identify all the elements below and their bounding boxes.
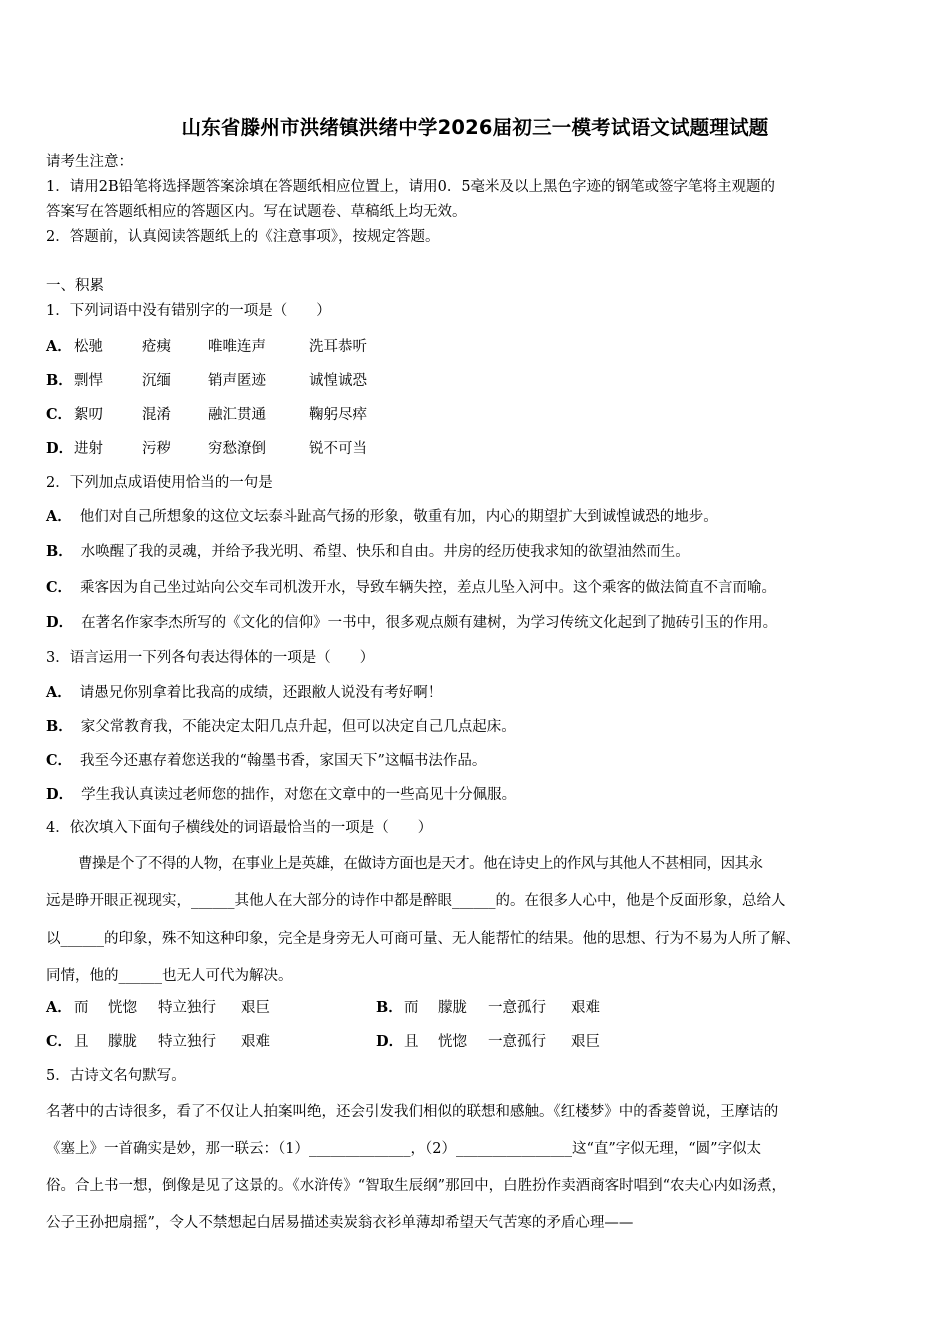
option-word: 艰难 <box>241 1034 270 1050</box>
option-word: 污秽 <box>142 441 171 457</box>
q5-passage-line: 《塞上》一首确实是妙，那一联云：（1）______________，（2）________________这“直”字似无理，“圆”字似太 <box>46 1141 762 1157</box>
option-word: 恍惚 <box>438 1034 467 1050</box>
notice-item-2: 2．答题前，认真阅读答题纸上的《注意事项》，按规定答题。 <box>46 229 440 245</box>
q4-passage-line: 以______的印象，殊不知这种印象，完全是身旁无人可商可量、无人能帮忙的结果。他的思想、行为不易为人所了解、 <box>46 931 800 947</box>
option-label: B． <box>376 999 403 1016</box>
option-text: 请愚兄你别拿着比我高的成绩，还跟敝人说没有考好啊！ <box>79 685 443 701</box>
page-title: 山东省滕州市洪绪镇洪绪中学2026届初三一模考试语文试题理试题 <box>181 116 769 139</box>
q1-option-c[interactable] <box>46 405 367 425</box>
option-word: 洗耳恭听 <box>309 339 367 355</box>
section-heading: 一、积累 <box>46 278 104 294</box>
q2-option-c[interactable] <box>46 578 776 598</box>
option-word: 鞠躬尽瘁 <box>309 407 367 423</box>
q4-option-b[interactable] <box>376 998 600 1018</box>
option-word: 诚惶诚恐 <box>309 373 367 389</box>
option-word: 混淆 <box>142 407 171 423</box>
option-word: 融汇贯通 <box>208 407 266 423</box>
option-label: D． <box>46 786 74 803</box>
option-word: 穷愁潦倒 <box>208 441 266 457</box>
option-text: 家父常教育我，不能决定太阳几点升起，但可以决定自己几点起床。 <box>80 719 516 735</box>
option-word: 特立独行 <box>158 1000 216 1016</box>
option-word: 艰巨 <box>571 1034 600 1050</box>
notice-item-1: 1．请用2B铅笔将选择题答案涂填在答题纸相应位置上，请用0．5毫米及以上黑色字迹的钢笔或签字笔将主观题的 <box>46 179 776 195</box>
option-word: 疮痍 <box>142 339 171 355</box>
q5-passage-line: 俗。合上书一想，倒像是见了这景的。《水浒传》“智取生辰纲”那回中，白胜扮作卖酒商客时唱到“农夫心内如汤煮， <box>46 1178 786 1194</box>
option-word: 沉缅 <box>142 373 171 389</box>
option-word: 锐不可当 <box>309 441 367 457</box>
option-word: 一意孤行 <box>488 1000 546 1016</box>
q5-passage-line: 名著中的古诗很多，看了不仅让人拍案叫绝，还会引发我们相似的联想和感触。《红楼梦》中的香菱曾说，王摩诘的 <box>46 1104 779 1120</box>
option-label: B． <box>46 372 73 389</box>
option-text: 在著名作家李杰所写的《文化的信仰》一书中，很多观点颇有建树，为学习传统文化起到了抛砖引玉的作用。 <box>81 615 778 631</box>
option-word: 剽悍 <box>74 373 103 389</box>
option-text: 水唤醒了我的灵魂，并给予我光明、希望、快乐和自由。井房的经历使我求知的欲望油然而生。 <box>80 544 690 560</box>
q3-option-d[interactable] <box>46 785 516 805</box>
q2-option-a[interactable] <box>46 507 718 527</box>
option-label: D． <box>376 1033 404 1050</box>
question-4-stem: 4．依次填入下面句子横线处的词语最恰当的一项是（ ） <box>46 820 433 836</box>
question-2-stem: 2．下列加点成语使用恰当的一句是 <box>46 475 273 491</box>
q4-passage-line: 远是睁开眼正视现实，______其他人在大部分的诗作中都是醉眼______的。在很多人心中，他是个反面形象，总给人 <box>46 893 786 909</box>
option-label: C． <box>46 579 73 596</box>
q5-passage-line: 公子王孙把扇摇”，令人不禁想起白居易描述卖炭翁衣衫单薄却希望天气苦寒的矛盾心理—— <box>46 1215 634 1231</box>
option-label: B． <box>46 718 73 735</box>
q4-passage-line: 同情，他的______也无人可代为解决。 <box>46 968 293 984</box>
question-5-stem: 5．古诗文名句默写。 <box>46 1068 186 1084</box>
option-word: 艰巨 <box>241 1000 270 1016</box>
q1-option-b[interactable] <box>46 371 367 391</box>
q3-option-a[interactable] <box>46 683 442 703</box>
notice-heading: 请考生注意： <box>46 154 133 170</box>
option-label: D． <box>46 440 74 457</box>
option-label: C． <box>46 406 73 423</box>
q4-option-a[interactable] <box>46 998 270 1018</box>
notice-item-1-cont: 答案写在答题纸相应的答题区内。写在试题卷、草稿纸上均无效。 <box>46 204 467 220</box>
option-label: D． <box>46 614 74 631</box>
option-word: 松驰 <box>74 339 103 355</box>
option-word: 朦胧 <box>438 1000 467 1016</box>
option-label: A． <box>46 999 72 1016</box>
option-word: 朦胧 <box>108 1034 137 1050</box>
option-label: A． <box>46 684 72 701</box>
option-word: 且 <box>404 1034 419 1050</box>
option-word: 絮叨 <box>74 407 103 423</box>
option-label: C． <box>46 1033 73 1050</box>
q2-option-d[interactable] <box>46 613 777 633</box>
option-text: 学生我认真读过老师您的拙作，对您在文章中的一些高见十分佩服。 <box>81 787 517 803</box>
option-text: 乘客因为自己坐过站向公交车司机泼开水，导致车辆失控，差点儿坠入河中。这个乘客的做法简直不言而喻。 <box>80 580 777 596</box>
option-word: 恍惚 <box>108 1000 137 1016</box>
option-word: 特立独行 <box>158 1034 216 1050</box>
option-label: C． <box>46 752 73 769</box>
q4-option-d[interactable] <box>376 1032 600 1052</box>
q4-passage-line: 曹操是个了不得的人物，在事业上是英雄，在做诗方面也是天才。他在诗史上的作风与其他人不甚相同，因其永 <box>78 856 763 872</box>
option-word: 销声匿迹 <box>208 373 266 389</box>
q3-option-c[interactable] <box>46 751 486 771</box>
q3-option-b[interactable] <box>46 717 516 737</box>
option-text: 他们对自己所想象的这位文坛泰斗趾高气扬的形象，敬重有加，内心的期望扩大到诚惶诚恐的地步。 <box>79 509 718 525</box>
option-text: 我至今还惠存着您送我的“翰墨书香，家国天下”这幅书法作品。 <box>80 753 487 769</box>
q1-option-d[interactable] <box>46 439 367 459</box>
option-word: 艰难 <box>571 1000 600 1016</box>
option-word: 进射 <box>74 441 103 457</box>
option-label: A． <box>46 338 72 355</box>
option-word: 且 <box>74 1034 89 1050</box>
option-word: 而 <box>74 1000 89 1016</box>
q4-option-c[interactable] <box>46 1032 270 1052</box>
question-3-stem: 3．语言运用一下列各句表达得体的一项是（ ） <box>46 650 375 666</box>
question-1-stem: 1．下列词语中没有错别字的一项是（ ） <box>46 303 331 319</box>
option-word: 一意孤行 <box>488 1034 546 1050</box>
option-word: 唯唯连声 <box>208 339 266 355</box>
option-label: A． <box>46 508 72 525</box>
option-word: 而 <box>404 1000 419 1016</box>
option-label: B． <box>46 543 73 560</box>
q2-option-b[interactable] <box>46 542 690 562</box>
q1-option-a[interactable] <box>46 337 367 357</box>
